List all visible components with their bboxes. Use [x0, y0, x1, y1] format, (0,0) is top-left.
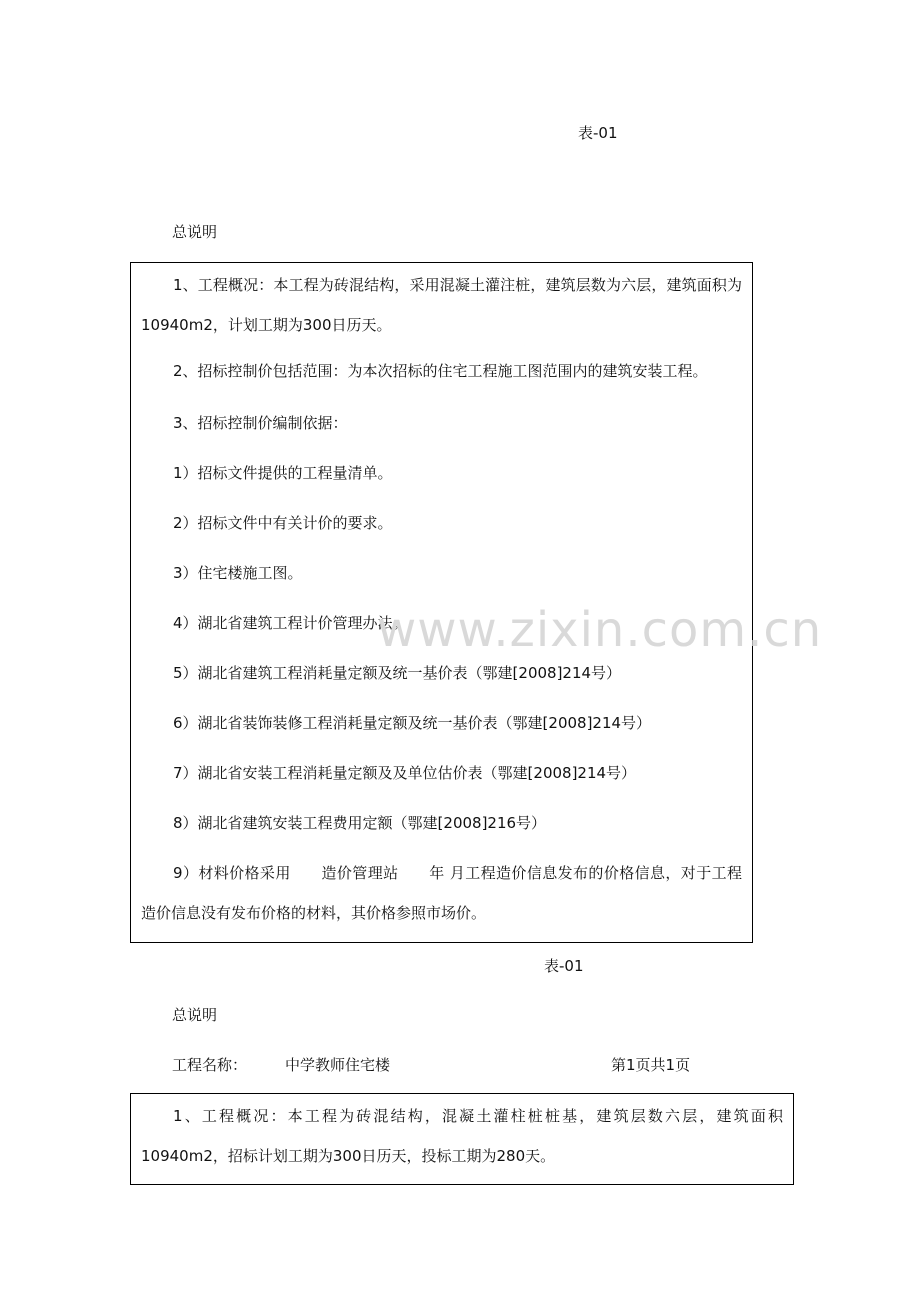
item-3-5: 5）湖北省建筑工程消耗量定额及统一基价表（鄂建[2008]214号）: [173, 664, 622, 682]
table-number: 表-01: [578, 124, 618, 142]
project-label: 工程名称：: [172, 1056, 248, 1074]
item-3-8: 8）湖北省建筑安装工程费用定额（鄂建[2008]216号）: [173, 814, 547, 832]
section-title-2: 总说明: [172, 1006, 218, 1024]
item-2: 2、招标控制价包括范围：为本次招标的住宅工程施工图范围内的建筑安装工程。: [173, 362, 708, 380]
table-number-2: 表-01: [544, 957, 584, 975]
item-1: 1、工程概况：本工程为砖混结构，采用混凝土灌注桩，建筑层数为六层，建筑面积为10940m2，计划工期为300日历天。: [141, 276, 742, 334]
project-name: 中学教师住宅楼: [285, 1056, 391, 1074]
item-3-1: 1）招标文件提供的工程量清单。: [173, 464, 393, 482]
watermark: www.zixin.com.cn: [377, 602, 823, 658]
description-box-2: [130, 1093, 794, 1185]
item-3-6: 6）湖北省装饰装修工程消耗量定额及统一基价表（鄂建[2008]214号）: [173, 714, 652, 732]
item-1-page2: 1、工程概况：本工程为砖混结构，混凝土灌柱桩桩基，建筑层数六层，建筑面积10940m2，招标计划工期为300日历天，投标工期为280天。: [141, 1107, 783, 1165]
item-3-4: 4）湖北省建筑工程计价管理办法。: [173, 614, 408, 632]
item-3-3: 3）住宅楼施工图。: [173, 564, 303, 582]
item-3-9: 9）材料价格采用 造价管理站 年 月工程造价信息发布的价格信息，对于工程造价信息没有发布价格的材料，其价格参照市场价。: [141, 864, 742, 922]
item-3: 3、招标控制价编制依据：: [173, 414, 348, 432]
item-3-2: 2）招标文件中有关计价的要求。: [173, 514, 393, 532]
item-3-7: 7）湖北省安装工程消耗量定额及及单位估价表（鄂建[2008]214号）: [173, 764, 637, 782]
section-title: 总说明: [172, 223, 218, 241]
page-info: 第1页共1页: [611, 1056, 691, 1074]
